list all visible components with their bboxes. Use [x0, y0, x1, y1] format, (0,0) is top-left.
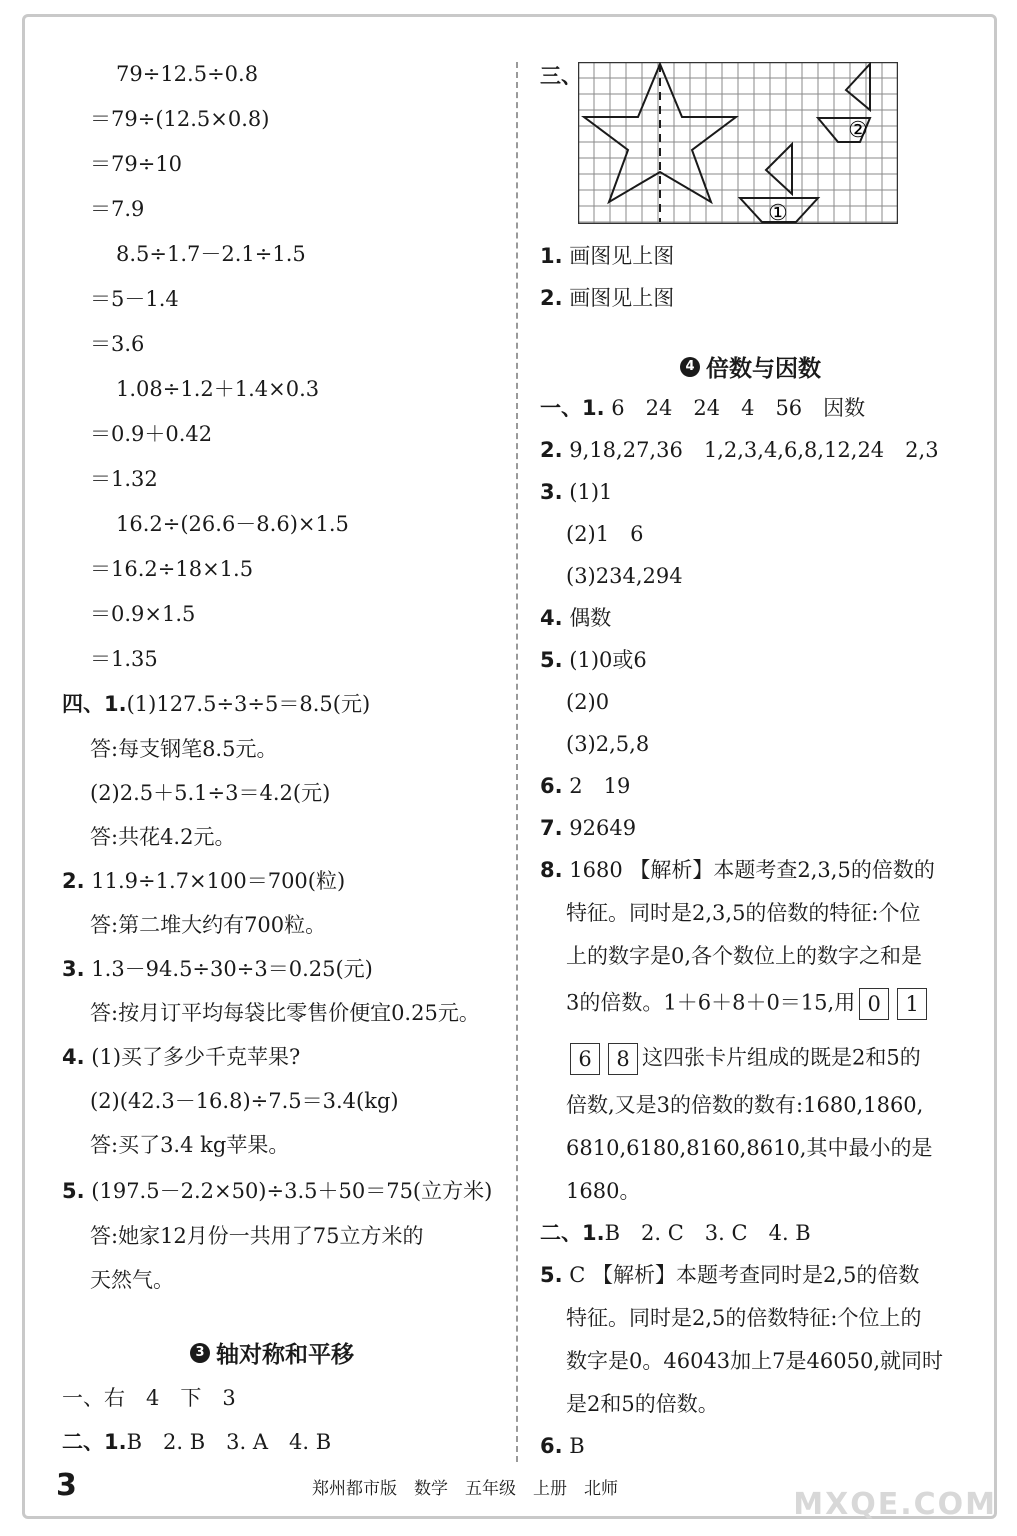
question-number: 2.	[540, 286, 563, 310]
question-number: 一、1.	[540, 396, 605, 420]
grid-figure	[578, 62, 898, 224]
answer-line	[540, 1432, 585, 1460]
question-number: 8.	[540, 858, 563, 882]
shape-mark: ②	[848, 118, 868, 143]
section-title: 轴对称和平移	[216, 1342, 354, 1368]
question-number: 二、1.	[540, 1221, 605, 1245]
answer-line: 答:她家12月份一共用了75立方米的	[90, 1224, 424, 1248]
answer-line	[62, 690, 370, 718]
answer-text: 3的倍数。1＋6＋8＋0＝15,用	[566, 990, 856, 1015]
section-number-badge: 3	[190, 1343, 210, 1363]
answer-line: 数字是0。46043加上7是46050,就同时	[566, 1349, 944, 1373]
answer-text: (1)1	[569, 480, 613, 504]
answer-line	[540, 1219, 811, 1247]
question-number: 4.	[540, 606, 563, 630]
number-card: 8	[608, 1043, 638, 1075]
answer-line	[540, 242, 674, 270]
question-number: 二、1.	[62, 1430, 127, 1454]
answer-line	[62, 1428, 331, 1456]
answer-text: 画图见上图	[569, 244, 675, 268]
answer-line: 1680。	[566, 1179, 641, 1203]
calc-line: ＝79÷(12.5×0.8)	[90, 107, 270, 131]
page-number: 3	[56, 1468, 77, 1503]
question-number: 2.	[62, 869, 85, 893]
answer-line: 一、右 4 下 3	[62, 1386, 236, 1410]
question-number: 3.	[62, 957, 85, 981]
column-divider	[516, 62, 518, 1462]
answer-line: (2)1 6	[566, 522, 644, 546]
calc-line: 1.08÷1.2＋1.4×0.3	[116, 377, 320, 401]
answer-text: B 2. C 3. C 4. B	[604, 1221, 811, 1245]
question-number: 1.	[540, 244, 563, 268]
calc-line: 8.5÷1.7－2.1÷1.5	[116, 242, 306, 266]
answer-line	[540, 604, 611, 632]
answer-text: B 2. B 3. A 4. B	[126, 1430, 332, 1454]
answer-line: 答:共花4.2元。	[90, 825, 236, 849]
question-number: 4.	[62, 1045, 85, 1069]
answer-line: 答:按月订平均每袋比零售价便宜0.25元。	[90, 1001, 480, 1025]
answer-line: 答:买了3.4 kg苹果。	[90, 1133, 290, 1157]
answer-line: 答:每支钢笔8.5元。	[90, 737, 278, 761]
shape-mark: ①	[768, 201, 788, 224]
question-number: 6.	[540, 774, 563, 798]
calc-line: ＝3.6	[90, 332, 145, 356]
answer-line: (3)234,294	[566, 564, 683, 588]
answer-text: 画图见上图	[569, 286, 675, 310]
calc-line: ＝1.32	[90, 467, 158, 491]
answer-line	[566, 988, 931, 1020]
answer-line: 是2和5的倍数。	[566, 1392, 719, 1416]
answer-line: 倍数,又是3的倍数的数有:1680,1860,	[566, 1093, 924, 1117]
answer-line: 答:第二堆大约有700粒。	[90, 913, 327, 937]
question-number: 四、1.	[62, 692, 127, 716]
answer-text: (1)买了多少千克苹果?	[91, 1045, 301, 1069]
answer-text: B	[569, 1434, 585, 1458]
calc-line: ＝16.2÷18×1.5	[90, 557, 254, 581]
number-card: 1	[897, 988, 927, 1020]
answer-line	[62, 1177, 492, 1205]
answer-line: (2)2.5＋5.1÷3＝4.2(元)	[90, 781, 331, 805]
section-heading	[190, 1336, 354, 1369]
answer-line: 特征。同时是2,3,5的倍数的特征:个位	[566, 901, 921, 925]
answer-text: 92649	[569, 816, 637, 840]
answer-line	[62, 867, 345, 895]
answer-text: (197.5－2.2×50)÷3.5＋50＝75(立方米)	[91, 1179, 493, 1203]
answer-text: 9,18,27,36 1,2,3,4,6,8,12,24 2,3	[569, 438, 939, 462]
watermark-logo: MXQE.COM	[793, 1487, 997, 1522]
question-number: 6.	[540, 1434, 563, 1458]
answer-line: (2)0	[566, 690, 610, 714]
answer-text: 1.3－94.5÷30÷3＝0.25(元)	[91, 957, 373, 981]
question-number: 7.	[540, 816, 563, 840]
answer-line	[540, 284, 674, 312]
calc-line: ＝0.9＋0.42	[90, 422, 213, 446]
answer-line	[540, 772, 630, 800]
answer-text: 11.9÷1.7×100＝700(粒)	[91, 869, 346, 893]
footer-text: 郑州都市版 数学 五年级 上册 北师	[312, 1479, 618, 1499]
answer-line	[62, 1043, 300, 1071]
question-number: 3.	[540, 480, 563, 504]
calc-line: 16.2÷(26.6－8.6)×1.5	[116, 512, 349, 536]
answer-line	[540, 1261, 919, 1289]
answer-line	[566, 1043, 921, 1075]
section-number-badge: 4	[680, 357, 700, 377]
answer-line	[62, 955, 373, 983]
answer-text: 偶数	[569, 606, 612, 630]
answer-line	[540, 394, 865, 422]
section-heading	[680, 350, 821, 383]
answer-text: 6 24 24 4 56 因数	[611, 396, 866, 420]
answer-text: 1680 【解析】本题考查2,3,5的倍数的	[569, 858, 935, 882]
answer-line	[540, 646, 647, 674]
answer-text: (1)0或6	[569, 648, 647, 672]
question-number: 5.	[540, 648, 563, 672]
section-title: 倍数与因数	[706, 356, 821, 382]
question-label: 三、	[540, 64, 582, 88]
answer-text: 2 19	[569, 774, 631, 798]
number-card: 0	[859, 988, 889, 1020]
calc-line: ＝7.9	[90, 197, 145, 221]
answer-line: (2)(42.3－16.8)÷7.5＝3.4(kg)	[90, 1089, 399, 1113]
number-card: 6	[570, 1043, 600, 1075]
answer-line: 6810,6180,8160,8610,其中最小的是	[566, 1136, 933, 1160]
question-number: 5.	[540, 1263, 563, 1287]
answer-text: 这四张卡片组成的既是2和5的	[642, 1045, 921, 1070]
calc-line: 79÷12.5÷0.8	[116, 62, 259, 86]
answer-line	[540, 856, 935, 884]
answer-line	[540, 814, 636, 842]
answer-line: 特征。同时是2,5的倍数特征:个位上的	[566, 1306, 922, 1330]
question-number: 5.	[62, 1179, 85, 1203]
answer-text: (1)127.5÷3÷5＝8.5(元)	[126, 692, 371, 716]
calc-line: ＝79÷10	[90, 152, 183, 176]
answer-line: 天然气。	[90, 1268, 174, 1292]
calc-line: ＝5－1.4	[90, 287, 179, 311]
answer-line	[540, 436, 939, 464]
calc-line: ＝0.9×1.5	[90, 602, 196, 626]
answer-line	[540, 478, 612, 506]
calc-line: ＝1.35	[90, 647, 158, 671]
answer-line: (3)2,5,8	[566, 732, 650, 756]
question-number: 2.	[540, 438, 563, 462]
answer-line: 上的数字是0,各个数位上的数字之和是	[566, 944, 923, 968]
answer-text: C 【解析】本题考查同时是2,5的倍数	[569, 1263, 920, 1287]
